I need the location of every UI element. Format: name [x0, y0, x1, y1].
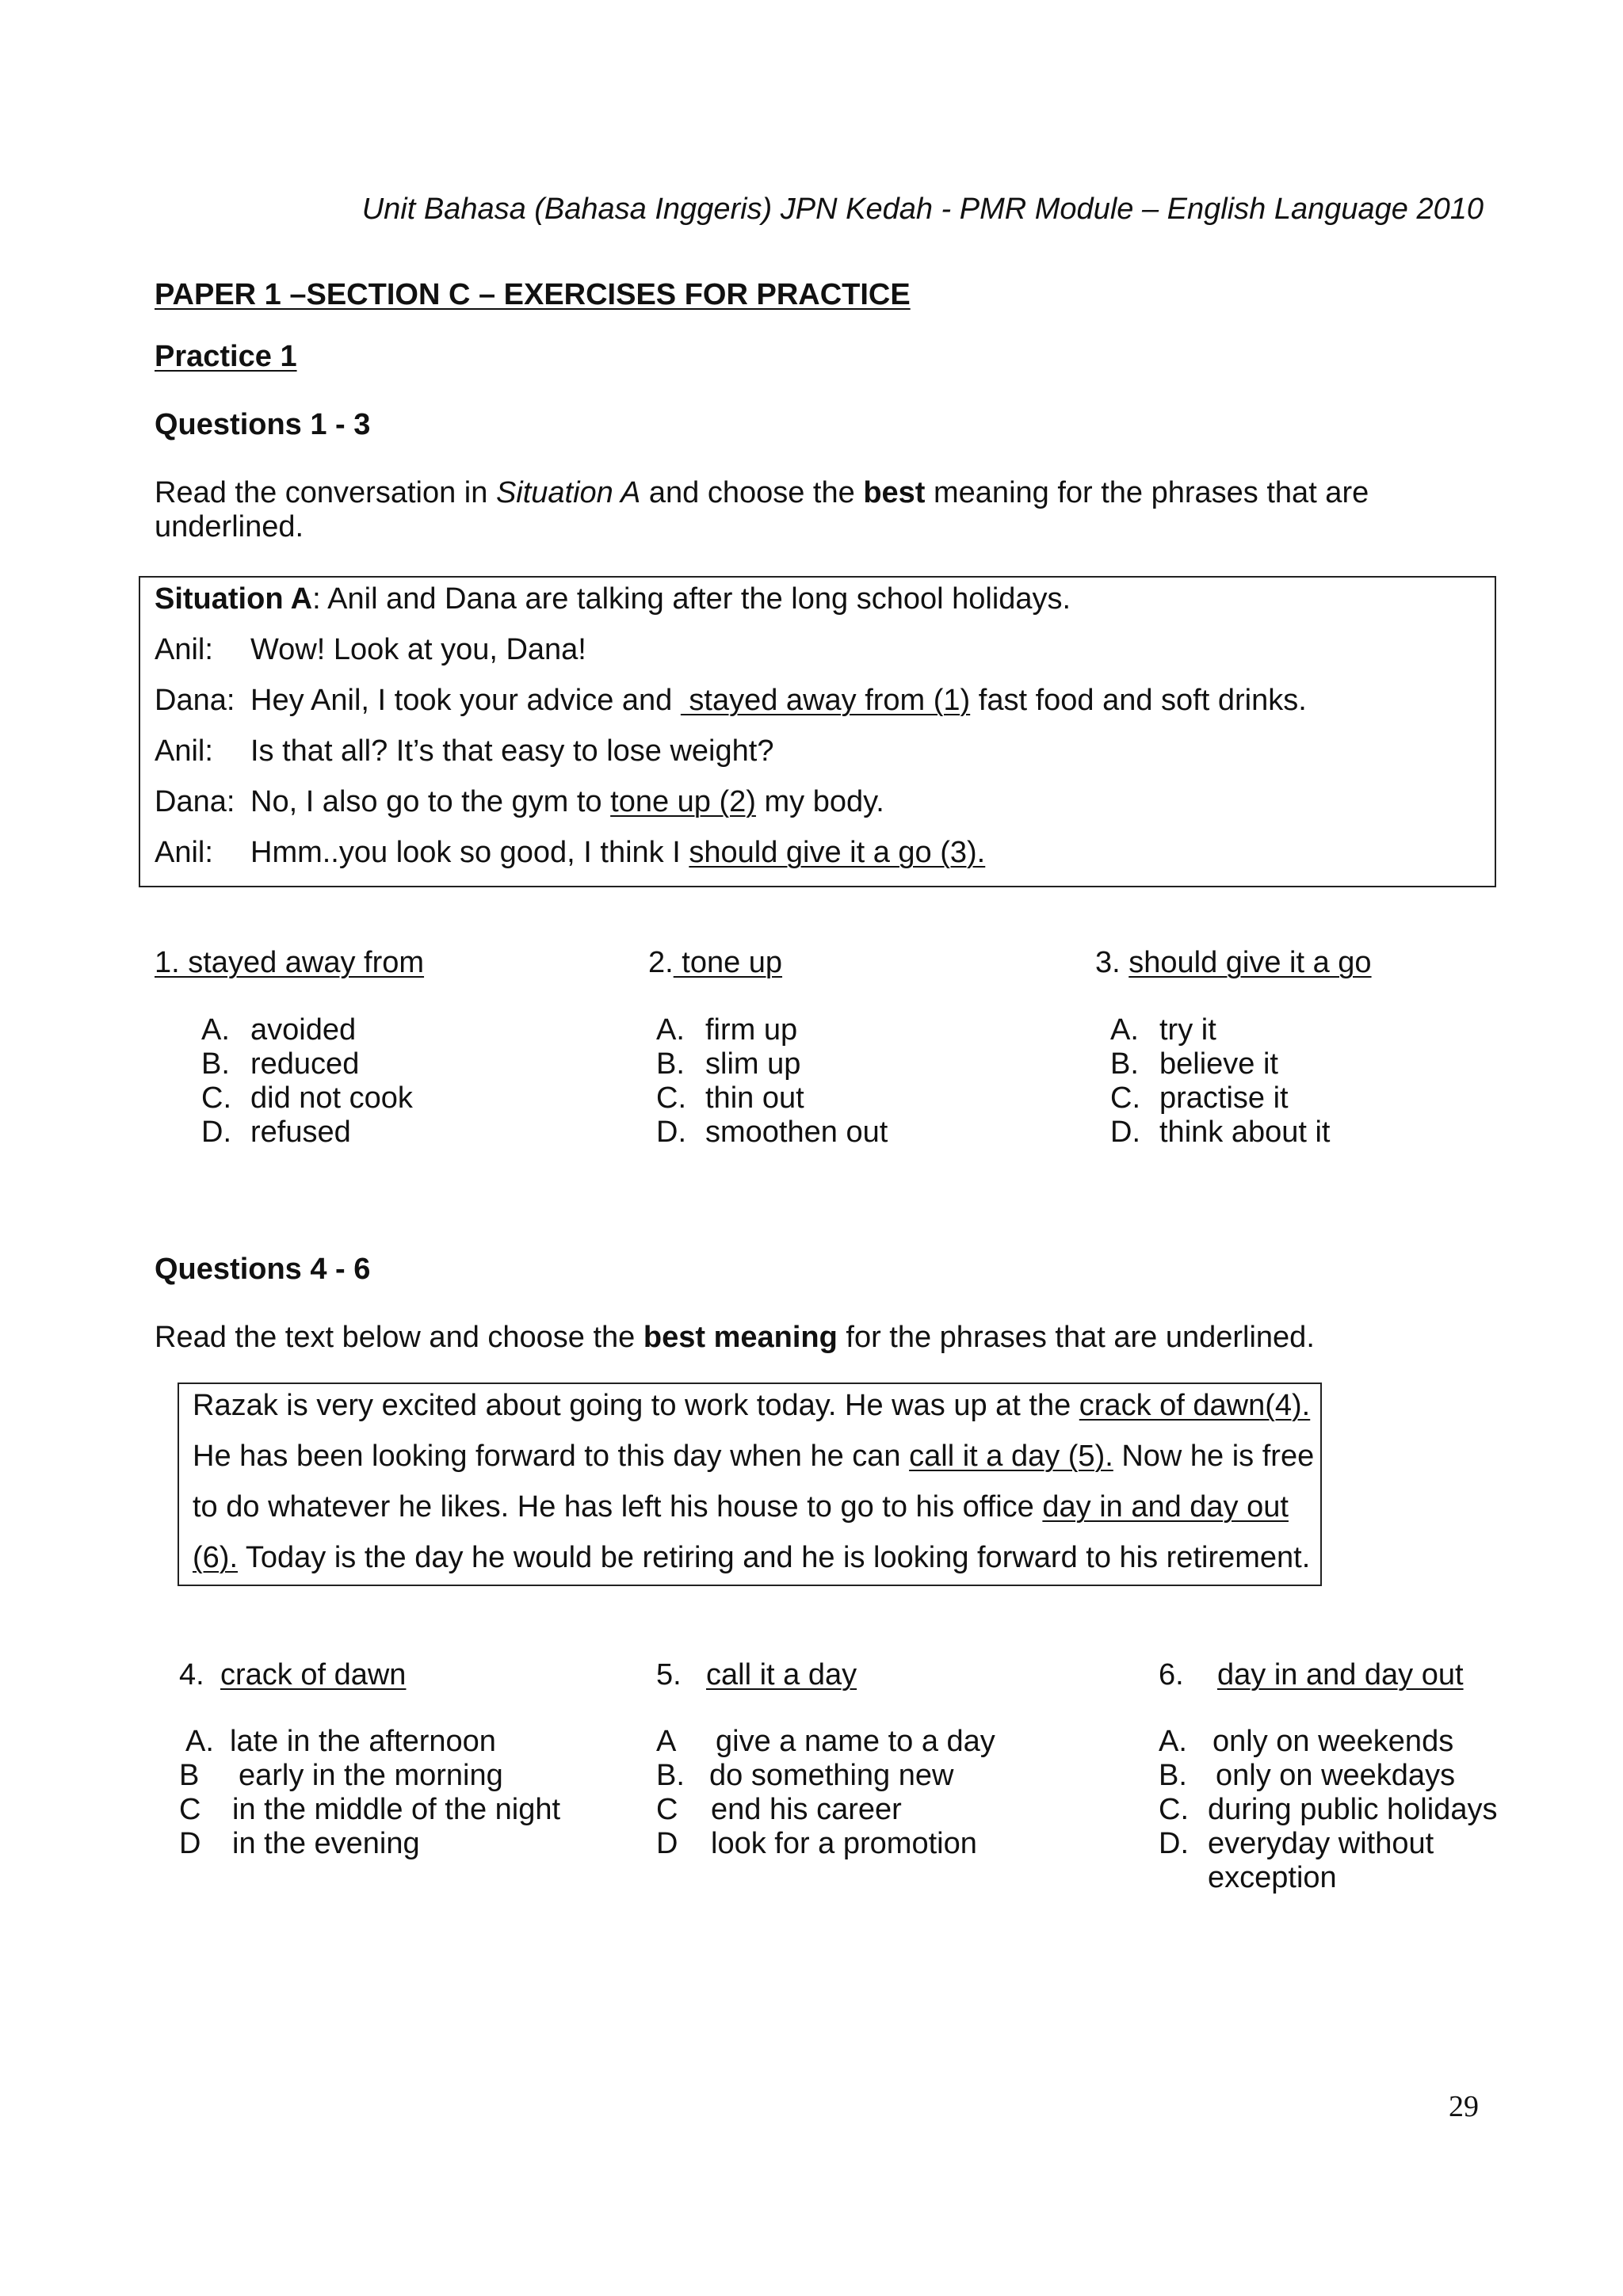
practice-title: Practice 1 — [155, 340, 297, 373]
option-text: give a name to a day — [716, 1725, 995, 1758]
option-text: end his career — [711, 1793, 902, 1826]
q4-6-heading: Questions 4 - 6 — [155, 1253, 371, 1286]
option-letter: D. — [1110, 1116, 1140, 1149]
passage-line: (6). Today is the day he would be retiring and he is looking forward to his retirement. — [193, 1541, 1311, 1574]
option-text: try it — [1159, 1013, 1216, 1047]
option-letter: D. — [656, 1116, 686, 1149]
speaker-label: Anil: — [155, 836, 213, 869]
option-text: believe it — [1159, 1047, 1278, 1081]
option-letter: B. — [656, 1759, 685, 1792]
option-letter: B — [179, 1759, 200, 1792]
speaker-label: Anil: — [155, 734, 213, 768]
option-letter: A. — [185, 1725, 214, 1758]
option-text: slim up — [705, 1047, 801, 1081]
section-title: PAPER 1 –SECTION C – EXERCISES FOR PRACTICE — [155, 278, 911, 311]
option-letter: D. — [1159, 1827, 1189, 1860]
question-phrase: day in and day out — [1217, 1658, 1464, 1691]
q1-3-instruction-cont: underlined. — [155, 510, 304, 543]
passage-line: Razak is very excited about going to work today. He was up at the crack of dawn(4). — [193, 1389, 1311, 1422]
option-text: avoided — [250, 1013, 357, 1047]
option-letter: C — [656, 1793, 678, 1826]
option-text: everyday without — [1208, 1827, 1434, 1860]
option-letter: B. — [656, 1047, 685, 1081]
dialogue-text: Is that all? It’s that easy to lose weight? — [250, 734, 774, 768]
dialogue-text: Hmm..you look so good, I think I should give it a go (3). — [250, 836, 986, 869]
option-letter: D — [179, 1827, 201, 1860]
option-text: did not cook — [250, 1081, 413, 1115]
question-phrase: crack of dawn — [220, 1658, 407, 1691]
question-number: 4. — [179, 1658, 204, 1691]
option-letter: D. — [201, 1116, 231, 1149]
page-number: 29 — [1449, 2090, 1479, 2123]
option-text: smoothen out — [705, 1116, 888, 1149]
option-letter: A — [656, 1725, 677, 1758]
option-text: think about it — [1159, 1116, 1331, 1149]
option-letter: B. — [201, 1047, 230, 1081]
option-text: in the evening — [232, 1827, 420, 1860]
option-text: practise it — [1159, 1081, 1289, 1115]
passage-line: to do whatever he likes. He has left his house to go to his office day in and day out — [193, 1490, 1289, 1524]
option-letter: A. — [656, 1013, 685, 1047]
option-letter: A. — [1159, 1725, 1187, 1758]
option-text: do something new — [709, 1759, 954, 1792]
q1-3-heading: Questions 1 - 3 — [155, 408, 371, 441]
option-text: only on weekdays — [1216, 1759, 1456, 1792]
q4-6-instruction: Read the text below and choose the best meaning for the phrases that are underlined. — [155, 1321, 1315, 1354]
passage-line: He has been looking forward to this day when he can call it a day (5). Now he is free — [193, 1440, 1315, 1473]
option-letter: C. — [1159, 1793, 1189, 1826]
question-phrase: 1. stayed away from — [155, 946, 425, 979]
speaker-label: Dana: — [155, 684, 235, 717]
option-letter: B. — [1110, 1047, 1139, 1081]
dialogue-text: Wow! Look at you, Dana! — [250, 633, 586, 666]
option-text: during public holidays — [1208, 1793, 1498, 1826]
option-text: refused — [250, 1116, 351, 1149]
question-phrase: 3. should give it a go — [1095, 946, 1372, 979]
situation-title: Situation A: Anil and Dana are talking after the long school holidays. — [155, 582, 1071, 616]
option-text: late in the afternoon — [230, 1725, 496, 1758]
option-letter: C — [179, 1793, 201, 1826]
speaker-label: Dana: — [155, 785, 235, 818]
option-text: thin out — [705, 1081, 804, 1115]
question-phrase: call it a day — [706, 1658, 857, 1691]
dialogue-text: Hey Anil, I took your advice and stayed away from (1) fast food and soft drinks. — [250, 684, 1307, 717]
option-text: reduced — [250, 1047, 360, 1081]
option-text: in the middle of the night — [232, 1793, 561, 1826]
option-letter: C. — [1110, 1081, 1140, 1115]
speaker-label: Anil: — [155, 633, 213, 666]
option-letter: C. — [656, 1081, 686, 1115]
option-letter: A. — [201, 1013, 230, 1047]
dialogue-text: No, I also go to the gym to tone up (2) my body. — [250, 785, 884, 818]
option-letter: D — [656, 1827, 678, 1860]
option-letter: B. — [1159, 1759, 1187, 1792]
option-text: firm up — [705, 1013, 798, 1047]
page-header: Unit Bahasa (Bahasa Inggeris) JPN Kedah - PMR Module – English Language 2010 — [361, 193, 1484, 226]
option-text: early in the morning — [239, 1759, 503, 1792]
question-phrase: 2. tone up — [648, 946, 783, 979]
option-text-continued: exception — [1208, 1861, 1337, 1894]
option-text: only on weekends — [1212, 1725, 1454, 1758]
option-text: look for a promotion — [711, 1827, 977, 1860]
option-letter: C. — [201, 1081, 231, 1115]
question-number: 5. — [656, 1658, 682, 1691]
option-letter: A. — [1110, 1013, 1139, 1047]
question-number: 6. — [1159, 1658, 1184, 1691]
q1-3-instruction: Read the conversation in Situation A and choose the best meaning for the phrases that are — [155, 476, 1369, 509]
